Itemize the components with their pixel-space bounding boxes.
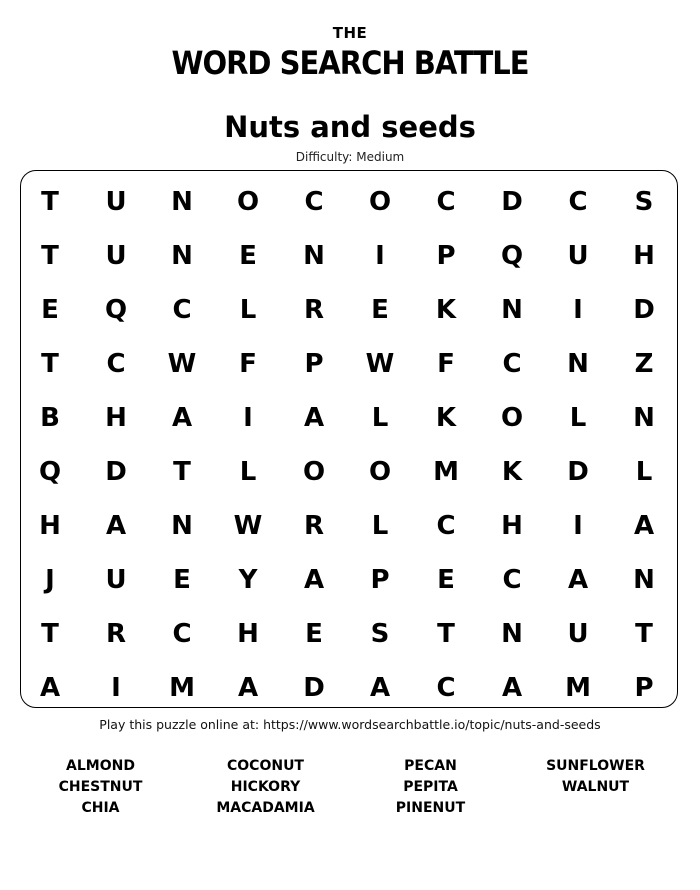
grid-cell[interactable]: K	[435, 295, 457, 325]
grid-cell[interactable]: U	[567, 619, 589, 649]
grid-cell[interactable]: N	[501, 619, 523, 649]
grid-cell[interactable]: F	[437, 349, 455, 379]
grid-cell[interactable]: H	[501, 511, 523, 541]
grid-cell[interactable]: O	[302, 457, 326, 487]
grid-cell[interactable]: C	[172, 295, 192, 325]
online-link-text: Play this puzzle online at: https://www.wordsearchbattle.io/topic/nuts-and-seeds	[99, 717, 601, 732]
grid-cell[interactable]: Q	[104, 295, 128, 325]
puzzle-grid-frame	[20, 170, 678, 708]
grid-cell[interactable]: H	[633, 241, 655, 271]
grid-cell[interactable]: Q	[38, 457, 62, 487]
grid-cell[interactable]: C	[568, 187, 588, 217]
grid-cell[interactable]: R	[303, 511, 325, 541]
grid-cell[interactable]: N	[171, 241, 193, 271]
grid-cell[interactable]: I	[111, 673, 121, 703]
grid-cell[interactable]: D	[567, 457, 589, 487]
grid-cell[interactable]: T	[41, 241, 59, 271]
grid-cell[interactable]: E	[371, 295, 389, 325]
grid-cell[interactable]: E	[41, 295, 59, 325]
grid-cell[interactable]: N	[303, 241, 325, 271]
grid-cell[interactable]: I	[375, 241, 385, 271]
grid-cell[interactable]: U	[105, 565, 127, 595]
grid-cell[interactable]: L	[371, 511, 389, 541]
grid-cell[interactable]: C	[304, 187, 324, 217]
grid-cell[interactable]: A	[105, 511, 127, 541]
word-list-item: SUNFLOWER	[546, 758, 645, 774]
grid-cell[interactable]: W	[233, 511, 263, 541]
grid-cell[interactable]: O	[500, 403, 524, 433]
grid-cell[interactable]: C	[436, 187, 456, 217]
grid-cell[interactable]: W	[167, 349, 197, 379]
grid-cell[interactable]: C	[172, 619, 192, 649]
grid-cell[interactable]: K	[435, 403, 457, 433]
grid-cell[interactable]: E	[305, 619, 323, 649]
grid-cell[interactable]: A	[633, 511, 655, 541]
grid-cell[interactable]: M	[565, 673, 591, 703]
difficulty-label: Difficulty: Medium	[295, 150, 405, 164]
grid-cell[interactable]: C	[502, 565, 522, 595]
grid-cell[interactable]: T	[173, 457, 191, 487]
letter-grid	[17, 175, 677, 715]
grid-cell[interactable]: R	[105, 619, 127, 649]
grid-cell[interactable]: T	[41, 349, 59, 379]
grid-cell[interactable]: H	[237, 619, 259, 649]
grid-cell[interactable]: A	[501, 673, 523, 703]
grid-cell[interactable]: L	[239, 295, 257, 325]
grid-cell[interactable]: O	[368, 457, 392, 487]
grid-cell[interactable]: P	[304, 349, 324, 379]
grid-cell[interactable]: I	[573, 295, 583, 325]
grid-cell[interactable]: I	[573, 511, 583, 541]
word-list-item: MACADAMIA	[216, 800, 315, 816]
word-list-item: PECAN	[404, 758, 457, 774]
grid-cell[interactable]: H	[105, 403, 127, 433]
word-list-column	[513, 756, 678, 819]
grid-cell[interactable]: P	[436, 241, 456, 271]
grid-cell[interactable]: D	[105, 457, 127, 487]
grid-cell[interactable]: A	[303, 565, 325, 595]
grid-cell[interactable]: E	[239, 241, 257, 271]
grid-cell[interactable]: P	[370, 565, 390, 595]
word-list-column	[183, 756, 348, 819]
grid-cell[interactable]: K	[501, 457, 523, 487]
grid-cell[interactable]: J	[45, 565, 55, 595]
grid-cell[interactable]: A	[237, 673, 259, 703]
word-list-column	[348, 756, 513, 819]
grid-cell[interactable]: L	[239, 457, 257, 487]
grid-cell[interactable]: U	[567, 241, 589, 271]
word-list-item: WALNUT	[561, 779, 630, 795]
grid-cell[interactable]: P	[634, 673, 654, 703]
grid-cell[interactable]: H	[39, 511, 61, 541]
grid-cell[interactable]: T	[437, 619, 455, 649]
grid-cell[interactable]: N	[501, 295, 523, 325]
grid-cell[interactable]: T	[41, 187, 59, 217]
grid-cell[interactable]: O	[236, 187, 260, 217]
grid-cell[interactable]: C	[502, 349, 522, 379]
grid-cell[interactable]: Q	[500, 241, 524, 271]
grid-cell[interactable]: L	[635, 457, 653, 487]
grid-cell[interactable]: A	[39, 673, 61, 703]
grid-cell[interactable]: Y	[238, 565, 258, 595]
grid-cell[interactable]: T	[41, 619, 59, 649]
word-list-item: PINENUT	[395, 800, 466, 816]
grid-cell[interactable]: C	[436, 511, 456, 541]
grid-cell[interactable]: N	[567, 349, 589, 379]
grid-cell[interactable]: A	[171, 403, 193, 433]
word-list-item: CHIA	[81, 800, 120, 816]
grid-cell[interactable]: N	[171, 511, 193, 541]
grid-cell[interactable]: F	[239, 349, 257, 379]
puzzle-title: Nuts and seeds	[224, 110, 476, 144]
grid-cell[interactable]: I	[243, 403, 253, 433]
word-list-item: ALMOND	[66, 758, 135, 774]
grid-cell[interactable]: W	[365, 349, 395, 379]
grid-cell[interactable]: U	[105, 241, 127, 271]
word-list-item: PEPITA	[403, 779, 458, 795]
word-list-column	[18, 756, 183, 819]
grid-cell[interactable]: Z	[634, 349, 654, 379]
brand-prefix: THE	[332, 24, 368, 42]
grid-cell[interactable]: N	[633, 565, 655, 595]
word-list-item: HICKORY	[230, 779, 301, 795]
grid-cell[interactable]: S	[370, 619, 390, 649]
grid-cell[interactable]: R	[303, 295, 325, 325]
grid-cell[interactable]: E	[437, 565, 455, 595]
grid-cell[interactable]: L	[371, 403, 389, 433]
grid-cell[interactable]: D	[501, 187, 523, 217]
grid-cell[interactable]: A	[567, 565, 589, 595]
grid-cell[interactable]: O	[368, 187, 392, 217]
grid-cell[interactable]: U	[105, 187, 127, 217]
grid-cell[interactable]: S	[634, 187, 654, 217]
grid-cell[interactable]: D	[303, 673, 325, 703]
grid-cell[interactable]: M	[433, 457, 459, 487]
grid-cell[interactable]: A	[369, 673, 391, 703]
grid-cell[interactable]: M	[169, 673, 195, 703]
word-list-item: CHESTNUT	[58, 779, 143, 795]
word-list	[18, 756, 678, 819]
grid-cell[interactable]: A	[303, 403, 325, 433]
grid-cell[interactable]: N	[171, 187, 193, 217]
grid-cell[interactable]: L	[569, 403, 587, 433]
grid-cell[interactable]: N	[633, 403, 655, 433]
grid-cell[interactable]: C	[436, 673, 456, 703]
grid-cell[interactable]: B	[40, 403, 60, 433]
word-list-item: COCONUT	[227, 758, 304, 774]
grid-cell[interactable]: C	[106, 349, 126, 379]
grid-cell[interactable]: D	[633, 295, 655, 325]
grid-cell[interactable]: E	[173, 565, 191, 595]
brand-logo: WORD SEARCH BATTLE	[171, 44, 529, 82]
grid-cell[interactable]: T	[635, 619, 653, 649]
